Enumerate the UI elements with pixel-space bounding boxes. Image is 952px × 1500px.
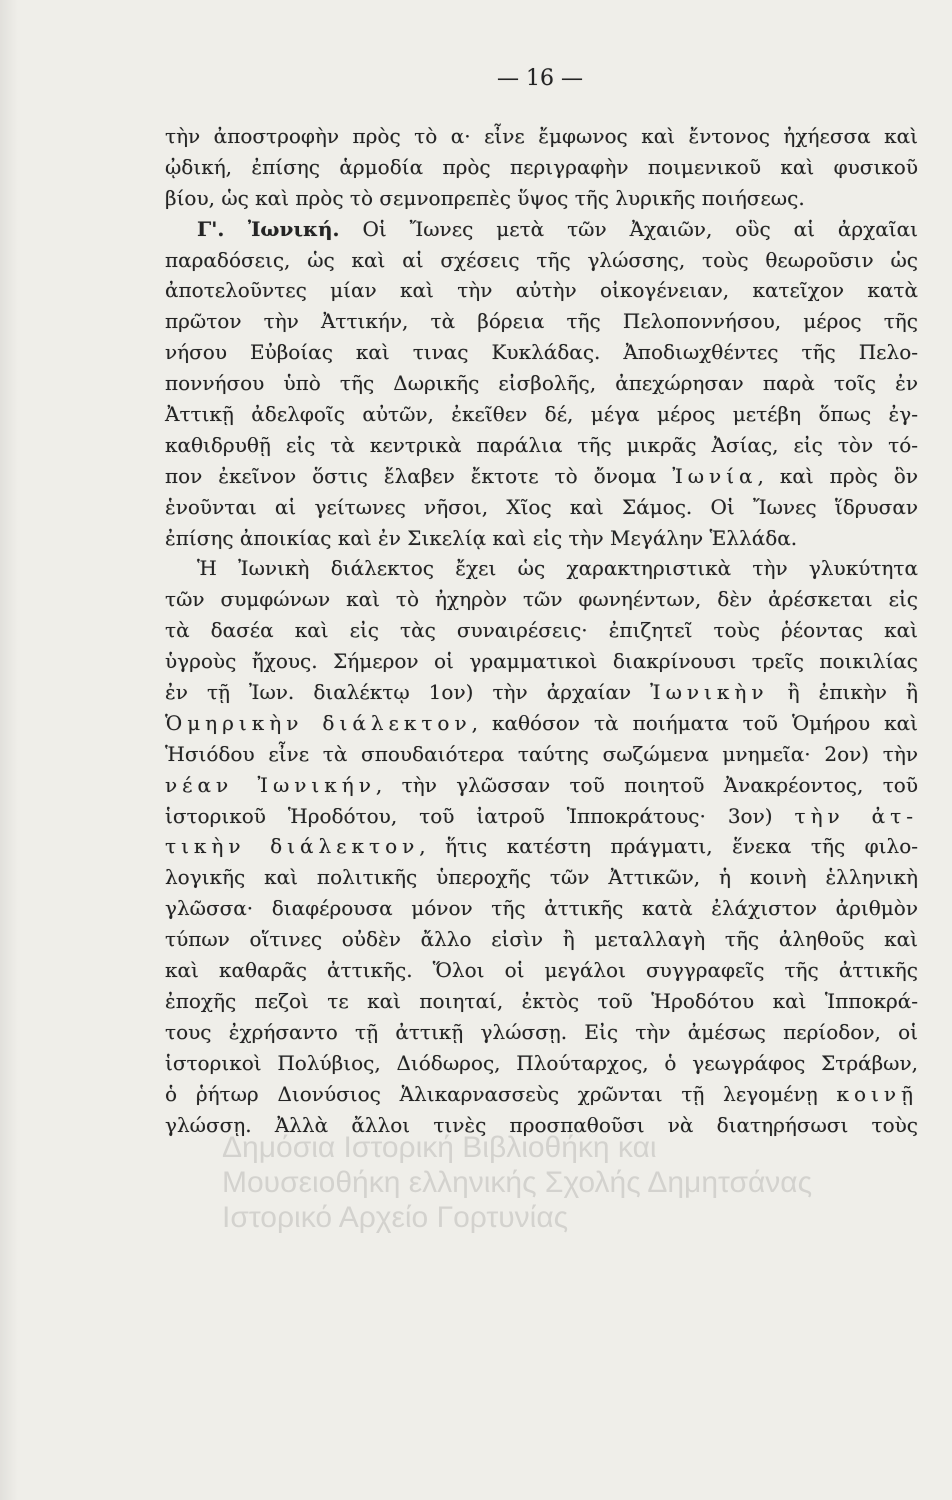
text-run: τῶν συμφώνων καὶ τὸ ἠχηρὸν τῶν φωνηέντων, δὲν ἀρέσκεται εἰς [165,587,918,612]
text-line [165,615,918,646]
text-run: πον ἐκεῖνον ὅστις ἔλαβεν ἔκτοτε τὸ ὄνομα [165,463,673,488]
spaced-emphasis-text: νέαν Ἰωνικήν [165,772,376,797]
watermark-line: Ιστορικό Αρχείο Γορτυνίας [222,1201,569,1234]
text-run: ἢ ἐπικὴν ἢ [768,680,918,705]
spaced-emphasis-text: Ἰωνία [672,463,758,488]
text-run: ποννήσου ὑπὸ τῆς Δωρικῆς εἰσβολῆς, ἀπεχώρησαν παρὰ τοῖς ἐν [165,371,918,396]
text-run: Ἡ Ἰωνικὴ διάλεκτος ἔχει ὡς χαρακτηριστικὰ τὴν γλυκύτητα [197,556,918,581]
text-line [165,1079,918,1110]
spaced-emphasis-text: τικὴν διάλεκτον [165,834,420,859]
spaced-emphasis-text: Ἰωνικὴν [650,680,769,705]
text-line [165,214,918,245]
text-line [165,893,918,924]
text-line [165,831,918,862]
text-line [165,862,918,893]
text-run: γλώσσῃ. Ἀλλὰ ἄλλοι τινὲς προσπαθοῦσι νὰ διατηρήσωσι τοὺς [165,1112,918,1137]
text-line [165,553,918,584]
text-line [165,152,918,183]
text-line [165,1048,918,1079]
text-run: ἐν τῇ Ἰων. διαλέκτῳ 1ον) τὴν ἀρχαίαν [165,680,651,705]
text-run: βίου, ὡς καὶ πρὸς τὸ σεμνοπρεπὲς ὕψος τῆς λυρικῆς ποιήσεως. [165,185,805,210]
text-run: ἐπίσης ἀποικίας καὶ ἐν Σικελίᾳ καὶ εἰς τὴν Μεγάλην Ἑλλάδα. [165,525,798,550]
text-run: παραδόσεις, ὡς καὶ αἱ σχέσεις τῆς γλώσσης, τοὺς θεωροῦσιν ὡς [165,247,918,272]
text-run: ἑνοῦνται αἱ γείτωνες νῆσοι, Χῖος καὶ Σάμος. Οἱ Ἴωνες ἵδρυσαν [165,494,918,519]
text-run: τὰ δασέα καὶ εἰς τὰς συναιρέσεις· ἐπιζητεῖ τοὺς ῥέοντας καὶ [165,618,918,643]
text-line [165,986,918,1017]
text-line [165,584,918,615]
text-body [165,121,918,1140]
text-run: , ἥτις κατέστη πράγματι, ἕνεκα τῆς φιλο- [419,834,919,859]
text-run: τους ἐχρήσαντο τῇ ἀττικῇ γλώσσῃ. Εἰς τὴν ἀμέσως περίοδον, οἱ [165,1019,918,1044]
text-run: , καθόσον τὰ ποιήματα τοῦ Ὁμήρου καὶ [471,710,918,735]
text-run: ᾠδική, ἐπίσης ἁρμοδία πρὸς περιγραφὴν ποιμενικοῦ καὶ φυσικοῦ [165,154,918,179]
text-line [165,523,918,554]
watermark-line: Δημόσια Ιστορική Βιβλιοθήκη και [222,1131,657,1164]
spaced-emphasis-text: τὴν ἀτ- [794,803,918,828]
text-line [165,368,918,399]
text-run: γλῶσσα· διαφέρουσα μόνον τῆς ἀττικῆς κατὰ ἐλάχιστον ἀριθμὸν [165,896,918,921]
watermark [222,1130,942,1235]
text-line [165,1017,918,1048]
text-line [165,245,918,276]
spaced-emphasis-text: κοινῇ [836,1081,918,1106]
text-line [165,492,918,523]
text-run: ἱστορικοὶ Πολύβιος, Διόδωρος, Πλούταρχος, ὁ γεωγράφος Στράβων, [165,1050,918,1075]
text-run: νήσου Εὐβοίας καὶ τινας Κυκλάδας. Ἀποδιωχθέντες τῆς Πελο- [165,340,918,365]
text-line [165,770,918,801]
text-run: καθιδρυθῇ εἰς τὰ κεντρικὰ παράλια τῆς μικρᾶς Ἀσίας, εἰς τὸν τό- [165,432,918,457]
text-line [165,1110,918,1141]
text-line [165,646,918,677]
text-run: καὶ καθαρᾶς ἀττικῆς. Ὅλοι οἱ μεγάλοι συγγραφεῖς τῆς ἀττικῆς [165,958,918,983]
text-line [165,708,918,739]
section-heading: Γ'. Ἰωνική. [197,216,340,241]
text-run: τὴν ἀποστροφὴν πρὸς τὸ α· εἶνε ἔμφωνος καὶ ἔντονος ἠχήεσσα καὶ [165,124,918,148]
text-run: ὁ ῥήτωρ Διονύσιος Ἁλικαρνασσεὺς χρῶνται τῇ λεγομένῃ [165,1081,837,1106]
text-line [165,677,918,708]
text-line [165,739,918,770]
page-number: — 16 — [497,66,583,91]
text-run: Οἱ Ἴωνες μετὰ τῶν Ἀχαιῶν, οὓς αἱ ἀρχαῖαι [339,216,918,241]
watermark-line: Μουσειοθήκη ελληνικής Σχολής Δημητσάνας [222,1166,813,1199]
paragraph [165,121,918,214]
text-line [165,399,918,430]
text-run: Ἡσιόδου εἶνε τὰ σπουδαιότερα ταύτης σωζώμενα μνημεῖα· 2ον) τὴν [165,741,918,766]
text-run: λογικῆς καὶ πολιτικῆς ὑπεροχῆς τῶν Ἀττικῶν, ἡ κοινὴ ἑλληνικὴ [165,865,918,890]
paragraph [165,553,918,1140]
text-line [165,955,918,986]
text-run: , τὴν γλῶσσαν τοῦ ποιητοῦ Ἀνακρέοντος, τοῦ [375,772,918,797]
text-line [165,275,918,306]
text-run: ἐποχῆς πεζοὶ τε καὶ ποιηταί, ἐκτὸς τοῦ Ἡροδότου καὶ Ἱπποκρά- [165,988,918,1013]
text-line [165,337,918,368]
paragraph [165,214,918,554]
text-run: ἱστορικοῦ Ἡροδότου, τοῦ ἰατροῦ Ἱπποκράτους· 3ον) [165,803,795,828]
text-line [165,430,918,461]
text-run: Ἀττικῇ ἀδελφοῖς αὐτῶν, ἐκεῖθεν δέ, μέγα μέρος μετέβη ὅπως ἐγ- [165,402,918,427]
text-run: τύπων οἵτινες οὐδὲν ἄλλο εἰσὶν ἢ μεταλλαγὴ τῆς ἀληθοῦς καὶ [165,927,918,952]
spaced-emphasis-text: Ὁμηρικὴν διάλεκτον [165,710,472,735]
text-run: , καὶ πρὸς ὃν [757,463,918,488]
text-line [165,121,918,152]
text-run: πρῶτον τὴν Ἀττικήν, τὰ βόρεια τῆς Πελοποννήσου, μέρος τῆς [165,309,918,334]
text-line [165,183,918,214]
text-line [165,461,918,492]
text-run: ὑγροὺς ἤχους. Σήμερον οἱ γραμματικοὶ διακρίνουσι τρεῖς ποικιλίας [165,649,918,674]
text-run: ἀποτελοῦντες μίαν καὶ τὴν αὐτὴν οἰκογένειαν, κατεῖχον κατὰ [165,278,918,303]
text-line [165,924,918,955]
text-line [165,306,918,337]
text-line [165,801,918,832]
